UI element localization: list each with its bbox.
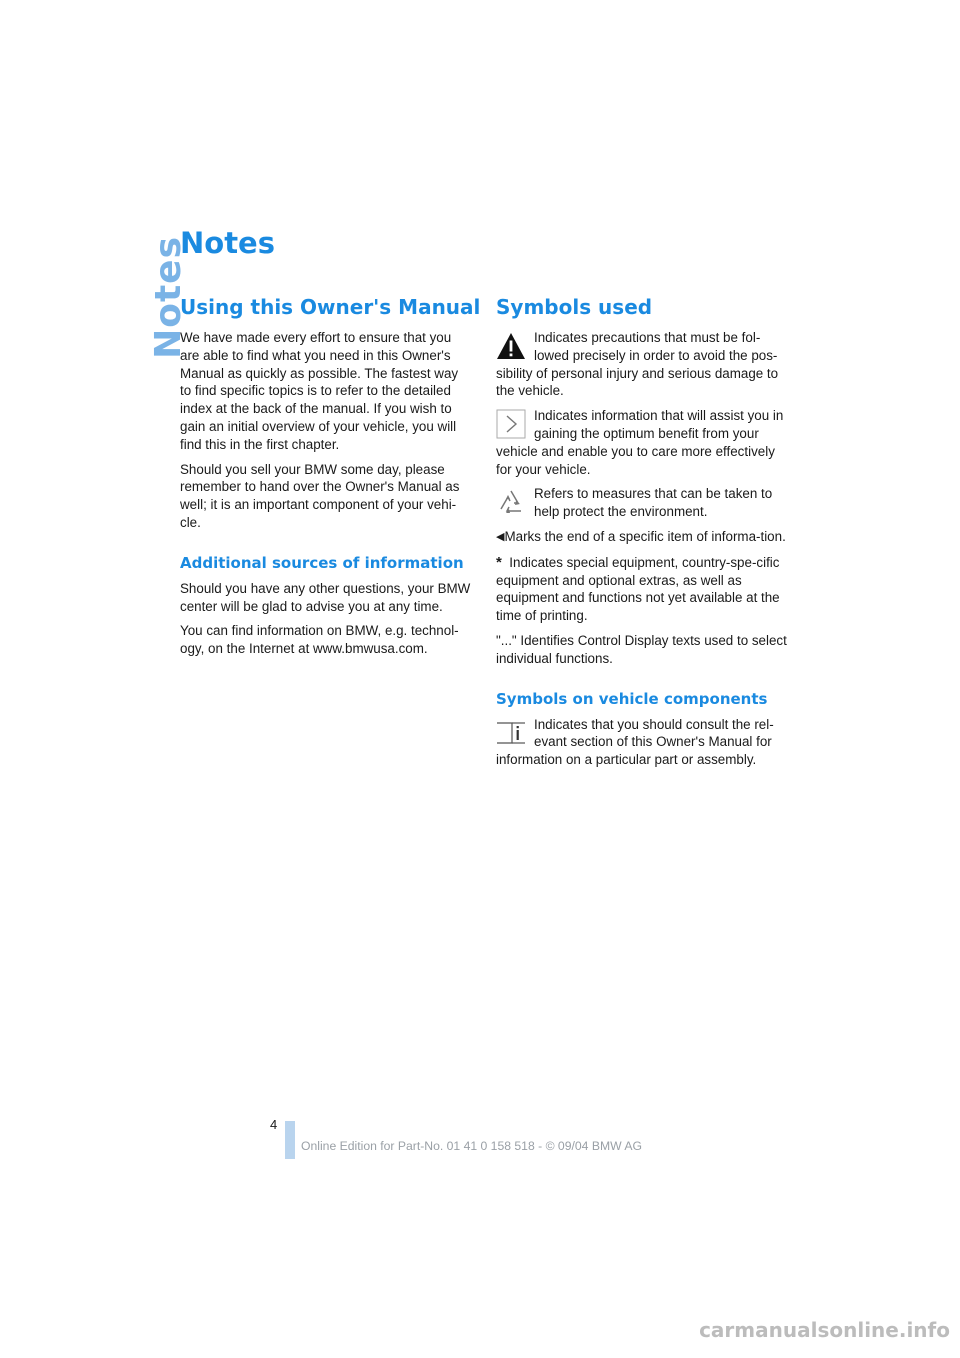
quote-paragraph: "..." Identifies Control Display texts used to select individual functions. (496, 632, 787, 666)
subheading-additional-sources: Additional sources of information (180, 553, 464, 572)
page-number: 4 (270, 1117, 278, 1132)
paragraph-bmw-center: Should you have any other questions, your BMW center will be glad to advise you at any time. (180, 580, 471, 614)
subheading-vehicle-components: Symbols on vehicle components (496, 689, 768, 708)
symbol-text-warning: Indicates precautions that must be fol-lowed precisely in order to avoid the pos-sibility of personal injury and serious damage to the vehicle. (496, 330, 779, 399)
star-paragraph (496, 554, 788, 625)
paragraph-manual-intro: We have made every effort to ensure that you are able to find what you need in this Owner's Manual as quickly as possible. The fastest way to find specific topics is to refer to the detailed index at the back of the manual. If you wish to gain an initial overview of your vehicle, you will find this in the first chapter. (180, 330, 459, 452)
symbol-entry-component (496, 716, 788, 776)
end-mark-paragraph (496, 528, 788, 547)
warning-triangle-icon (496, 331, 526, 361)
paragraph-sell-bmw: Should you sell your BMW some day, please remember to hand over the Owner's Manual as well; it is an important component of your vehi-cle. (180, 461, 460, 530)
footer-edition-text: Online Edition for Part-No. 01 41 0 158 518 - © 09/04 BMW AG (301, 1139, 642, 1153)
symbol-text-component: Indicates that you should consult the rel-evant section of this Owner's Manual for information on a particular part or assembly. (496, 716, 774, 768)
recycle-icon (496, 487, 526, 517)
page-title: Notes (180, 226, 275, 260)
section-heading-owners-manual: Using this Owner's Manual (180, 295, 481, 319)
section-heading-symbols-used: Symbols used (496, 295, 653, 319)
symbol-entry-environment (496, 485, 788, 528)
arrow-hint-icon (496, 409, 526, 439)
right-column (496, 295, 788, 776)
info-book-icon (496, 718, 526, 748)
left-column (180, 295, 481, 665)
watermark-text: carmanualsonline.info (699, 1318, 950, 1342)
end-mark-text: Marks the end of a specific item of informa-tion. (504, 528, 786, 544)
symbol-entry-hint (496, 407, 788, 485)
end-mark-icon: ◀ (496, 530, 505, 543)
symbol-entry-warning (496, 329, 788, 407)
asterisk-icon: * (496, 553, 502, 571)
symbol-text-hint: Indicates information that will assist you in gaining the optimum benefit from your vehicle and enable you to care more effectively for your vehicle. (496, 408, 784, 477)
paragraph-internet: You can find information on BMW, e.g. technol-ogy, on the Internet at www.bmwusa.com. (180, 623, 459, 657)
star-text: Indicates special equipment, country-spe-cific equipment and optional extras, as well as equipment and functions not yet available at the time of printing. (496, 554, 780, 624)
symbol-text-environment: Refers to measures that can be taken to help protect the environment. (534, 486, 773, 520)
footer-accent-bar (285, 1121, 295, 1159)
side-tab-label: Notes (148, 236, 189, 359)
